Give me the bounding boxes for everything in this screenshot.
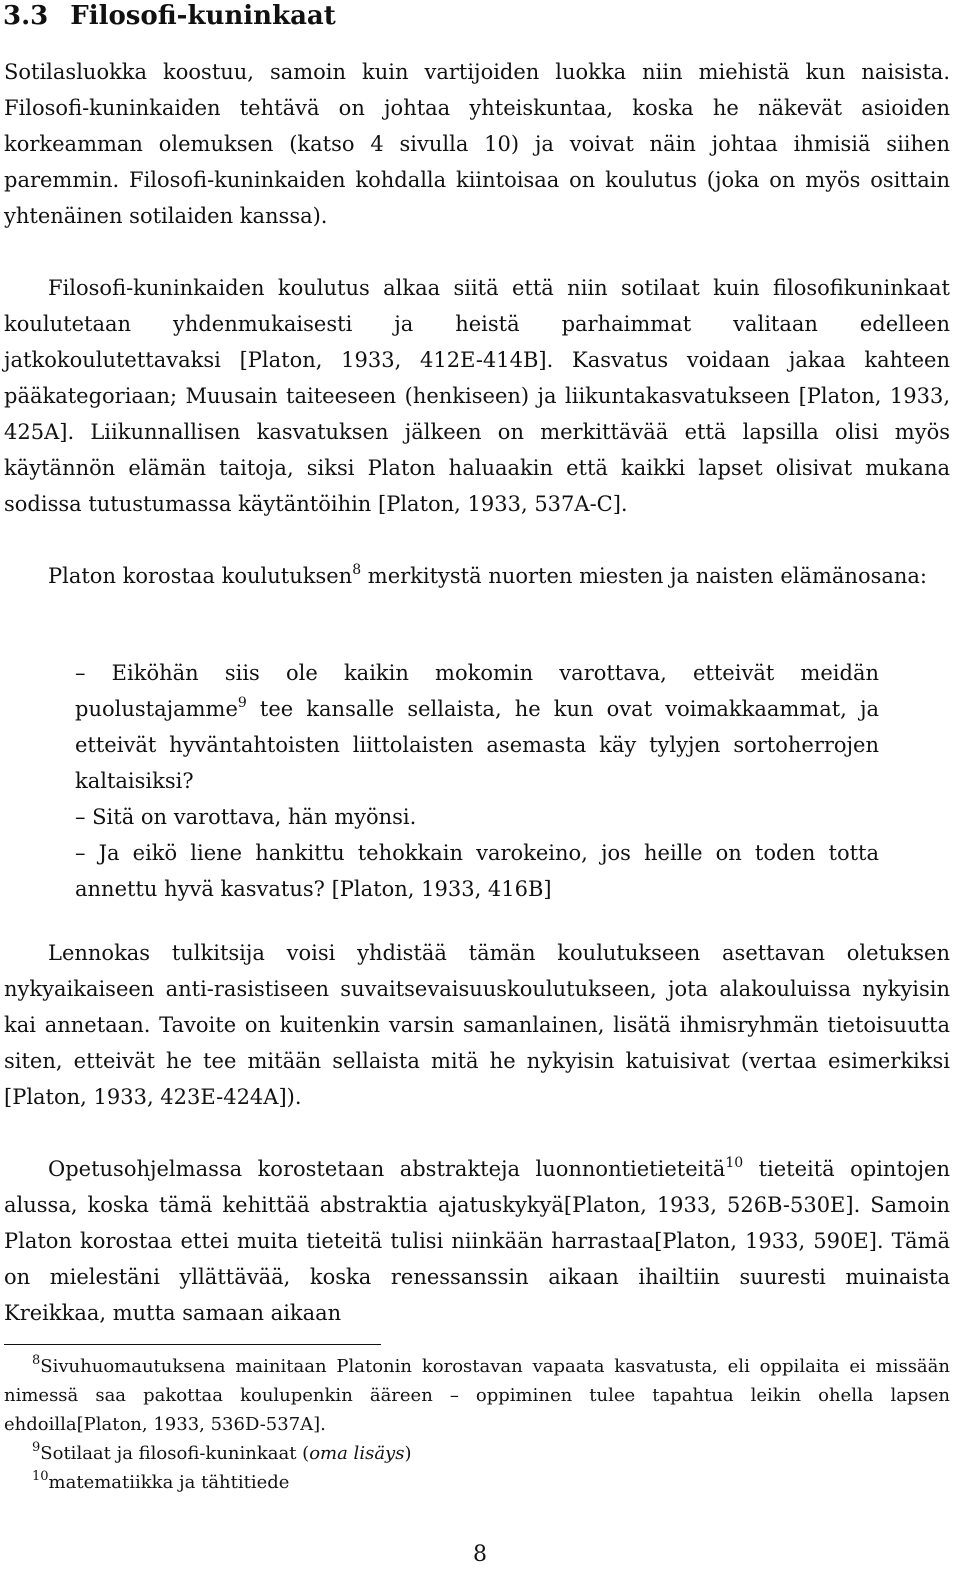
paragraph-curriculum: Opetusohjelmassa korostetaan abstrakteja luonnontietieteitä$^{10}$ tieteitä opintojen alussa, koska tämä kehittää abstraktia ajatuskykyä[Platon, 1933, 526B-530E]. Samoin Platon korostaa ettei muita tieteitä tulisi niinkään harrastaa[Platon, 1933, 590E]. Tämä on mielestäni yllättävää, koska renessanssin aikaan ihailtiin suuresti muinaista Kreikkaa, mutta samaan aikaan <box>4 1155 950 1325</box>
footnotes <box>4 1352 950 1497</box>
section-number: 3.3 <box>3 1 49 31</box>
paragraph-soldier-class: Sotilasluokka koostuu, samoin kuin vartijoiden luokka niin miehistä kun naisista. Filosofi-kuninkaiden tehtävä on johtaa yhteiskuntaa, koska he näkevät asioiden korkeamman olemuksen (katso 4 sivulla 10) ja voivat näin johtaa ihmisiä siihen paremmin. Filosofi-kuninkaiden kohdalla kiintoisaa on koulutus (joka on myös osittain yhtenäinen sotilaiden kanssa). <box>4 60 950 228</box>
footnote-ref-8[interactable]: 8 <box>352 562 362 578</box>
footnote-10: $^{10}$matematiikka ja tähtitiede <box>32 1469 290 1493</box>
paragraph-training: Filosofi-kuninkaiden koulutus alkaa siitä että niin sotilaat kuin filosofikuninkaat koulutetaan yhdenmukaisesti ja heistä parhaimmat valitaan edelleen jatkokoulutettavaksi [Platon, 1933, 412E-414B]. Kasvatus voidaan jakaa kahteen pääkategoriaan; Muusain taiteeseen (henkiseen) ja liikuntakasvatukseen [Platon, 1933, 425A]. Liikunnallisen kasvatuksen jälkeen on merkittävää että lapsilla olisi myös käytännön elämän taitoja, siksi Platon haluaakin että kaikki lapset olisivat mukana sodissa tutustumassa käytäntöihin [Platon, 1933, 537A-C]. <box>4 276 950 516</box>
page-number: 8 <box>473 1542 487 1567</box>
block-quote <box>75 655 879 907</box>
footnote-ref-9[interactable]: 9 <box>237 695 247 711</box>
footnote-9: $^9$Sotilaat ja filosofi-kuninkaat (oma lisäys) <box>32 1440 412 1464</box>
footnote-divider <box>4 1344 381 1345</box>
quote-line-2: – Sitä on varottava, hän myönsi. <box>75 805 417 829</box>
quote-line-1: – Eiköhän siis ole kaikin mokomin varottava, etteivät meidän puolustajamme$^9$ tee kansalle sellaista, he kun ovat voimakkaammat, ja etteivät hyväntahtoisten liittolaisten asemasta käy tylyjen sortoherrojen kaltaisiksi? <box>75 661 879 793</box>
footnote-8: $^8$Sivuhuomautuksena mainitaan Platonin korostavan vapaata kasvatusta, eli oppilaita ei missään nimessä saa pakottaa koulupenkin ääreen – oppiminen tulee tapahtua leikin ohella lapsen ehdoilla[Platon, 1933, 536D-537A]. <box>4 1353 950 1435</box>
paragraph-platon-emphasis: Platon korostaa koulutuksen$^8$ merkitystä nuorten miesten ja naisten elämänosana: <box>48 562 928 588</box>
quote-line-3: – Ja eikö liene hankittu tehokkain varokeino, jos heille on toden totta annettu hyvä kasvatus? [Platon, 1933, 416B] <box>75 841 879 901</box>
section-title: Filosofi-kuninkaat <box>70 1 336 31</box>
paragraph-interpretation: Lennokas tulkitsija voisi yhdistää tämän koulutukseen asettavan oletuksen nykyaikaiseen anti-rasistiseen suvaitsevaisuuskoulutukseen, jota alakouluissa nykyisin kai annetaan. Tavoite on kuitenkin varsin samanlainen, lisätä ihmisryhmän tietoisuutta siten, etteivät he tee mitään sellaista mitä he nykyisin katuisivat (vertaa esimerkiksi [Platon, 1933, 423E-424A]). <box>4 941 950 1109</box>
footnote-ref-10[interactable]: 10 <box>725 1155 744 1171</box>
section-heading <box>3 0 336 32</box>
